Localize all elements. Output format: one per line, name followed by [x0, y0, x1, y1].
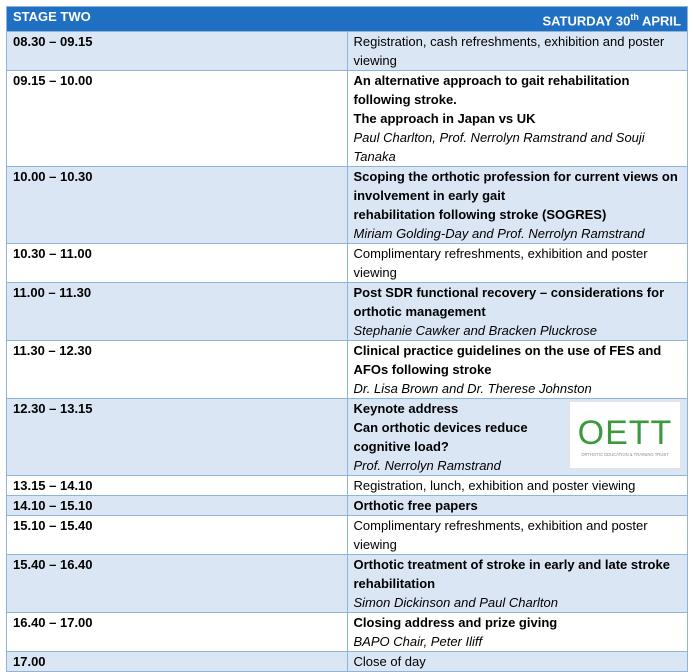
session-speakers: Prof. Nerrolyn Ramstrand — [353, 458, 501, 474]
schedule-header-cell — [7, 7, 688, 32]
session-title: Clinical practice guidelines on the use of FES and AFOs following stroke — [353, 343, 662, 378]
schedule-row — [7, 283, 688, 341]
session-title: Orthotic free papers — [353, 498, 478, 514]
session-time: 13.15 – 14.10 — [7, 476, 348, 496]
session-time: 12.30 – 13.15 — [7, 399, 348, 476]
schedule-row — [7, 167, 688, 244]
session-title: Scoping the orthotic profession for current views on involvement in early gait — [353, 169, 678, 204]
schedule-table — [6, 6, 688, 672]
oett-logo-subtext: ORTHOTIC EDUCATION & TRAINING TRUST — [581, 452, 669, 458]
session-title: Keynote address — [353, 401, 459, 417]
session-description — [347, 613, 688, 652]
session-time: 11.30 – 12.30 — [7, 341, 348, 399]
session-text: Complimentary refreshments, exhibition and poster viewing — [353, 518, 648, 553]
session-description — [347, 516, 688, 555]
session-description — [347, 476, 688, 496]
session-description — [347, 496, 688, 516]
schedule-row — [7, 613, 688, 652]
session-time: 15.40 – 16.40 — [7, 555, 348, 613]
schedule-row — [7, 516, 688, 555]
session-time: 09.15 – 10.00 — [7, 71, 348, 167]
session-description — [347, 283, 688, 341]
session-title: Post SDR functional recovery – considerations for orthotic management — [353, 285, 665, 320]
session-time: 10.30 – 11.00 — [7, 244, 348, 283]
oett-logo-text: OETT — [577, 414, 673, 453]
session-speakers: Paul Charlton, Prof. Nerrolyn Ramstrand and Souji Tanaka — [353, 130, 645, 165]
session-text: Complimentary refreshments, exhibition and poster viewing — [353, 246, 648, 281]
session-speakers: Miriam Golding-Day and Prof. Nerrolyn Ramstrand — [353, 226, 645, 242]
session-description — [347, 32, 688, 71]
session-text: Registration, lunch, exhibition and poster viewing — [353, 478, 636, 494]
session-time: 08.30 – 09.15 — [7, 32, 348, 71]
session-title: rehabilitation following stroke (SOGRES) — [353, 207, 607, 223]
schedule-row — [7, 71, 688, 167]
session-time: 11.00 – 11.30 — [7, 283, 348, 341]
session-description — [347, 399, 688, 476]
schedule-row — [7, 32, 688, 71]
session-title: Can orthotic devices reduce cognitive load? — [353, 420, 528, 455]
session-speakers: Stephanie Cawker and Bracken Pluckrose — [353, 323, 598, 339]
session-speakers: BAPO Chair, Peter Iliff — [353, 634, 483, 650]
schedule-row — [7, 496, 688, 516]
session-description — [347, 652, 688, 672]
schedule-row — [7, 652, 688, 672]
schedule-row — [7, 244, 688, 283]
session-text: Close of day — [353, 654, 426, 670]
schedule-row — [7, 476, 688, 496]
session-time: 14.10 – 15.10 — [7, 496, 348, 516]
schedule-date: SATURDAY 30th APRIL — [542, 12, 681, 29]
session-description — [347, 555, 688, 613]
session-description — [347, 341, 688, 399]
schedule-row — [7, 555, 688, 613]
session-description — [347, 167, 688, 244]
session-speakers: Dr. Lisa Brown and Dr. Therese Johnston — [353, 381, 592, 397]
session-time: 17.00 — [7, 652, 348, 672]
session-title: The approach in Japan vs UK — [353, 111, 536, 127]
session-title: Orthotic treatment of stroke in early and late stroke rehabilitation — [353, 557, 670, 592]
session-text: Registration, cash refreshments, exhibition and poster viewing — [353, 34, 665, 69]
session-time: 16.40 – 17.00 — [7, 613, 348, 652]
session-title: An alternative approach to gait rehabilitation following stroke. — [353, 73, 630, 108]
schedule-row — [7, 399, 688, 476]
oett-logo-graphic — [570, 402, 680, 468]
session-time: 15.10 – 15.40 — [7, 516, 348, 555]
session-description — [347, 71, 688, 167]
session-speakers: Simon Dickinson and Paul Charlton — [353, 595, 558, 611]
schedule-row — [7, 341, 688, 399]
oett-logo — [569, 401, 681, 469]
session-description — [347, 244, 688, 283]
session-time: 10.00 – 10.30 — [7, 167, 348, 244]
session-title: Closing address and prize giving — [353, 615, 558, 631]
stage-title: STAGE TWO — [13, 9, 91, 24]
schedule-header-row — [7, 7, 688, 32]
